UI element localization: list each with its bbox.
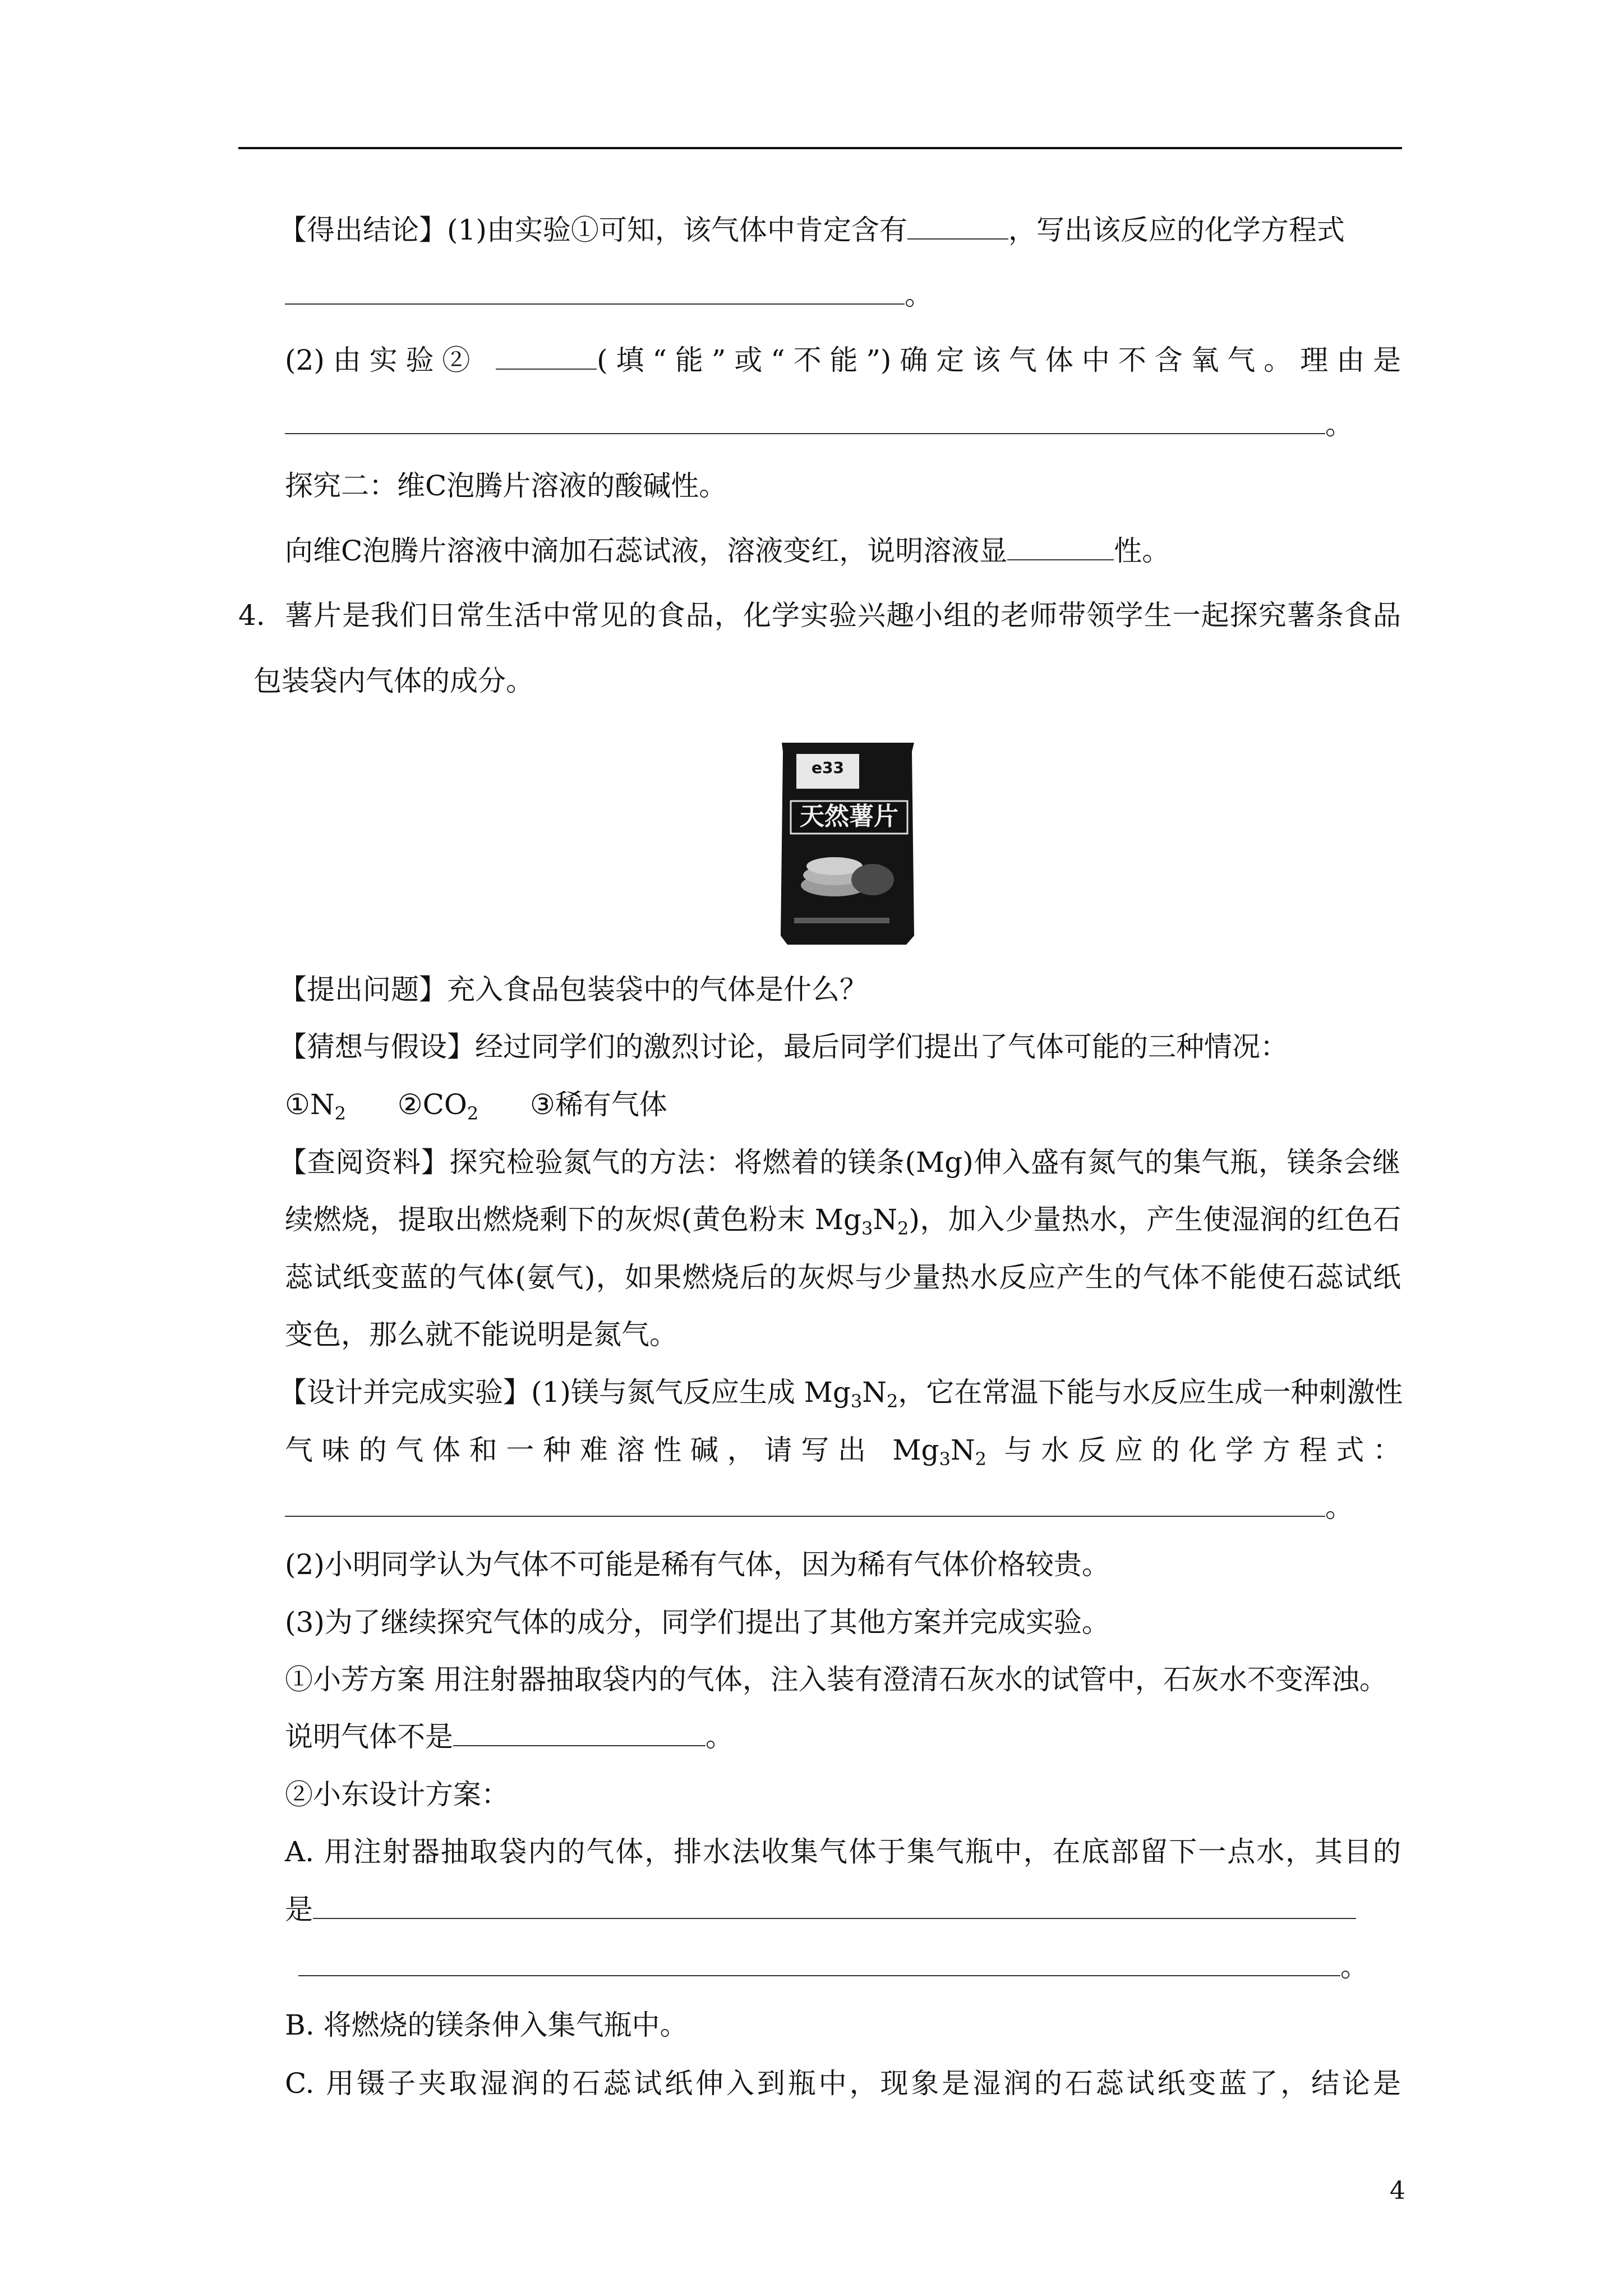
xiaofang-plan-line-2: 说明气体不是 。 xyxy=(285,1720,734,1753)
hypothesis-options xyxy=(285,1087,667,1122)
text: 。 xyxy=(905,279,933,311)
step-c-line: C. 用镊子夹取湿润的石蕊试纸伸入到瓶中，现象是湿润的石蕊试纸变蓝了，结论是 xyxy=(285,2067,1401,2100)
step-3-line: (3)为了继续探究气体的成分，同学们提出了其他方案并完成实验。 xyxy=(285,1606,1110,1639)
text: 性。 xyxy=(1114,535,1170,567)
question-4-line-1: 薯片是我们日常生活中常见的食品，化学实验兴趣小组的老师带领学生一起探究薯条食品 xyxy=(285,599,1401,632)
text: (2)由实验② xyxy=(285,344,479,376)
design-line-1: 【设计并完成实验】(1)镁与氮气反应生成 $Mg_3N_2$，它在常温下能与水反应生成一种刺激性 xyxy=(279,1376,1403,1412)
reference-line-1: 【查阅资料】探究检验氮气的方法：将燃着的镁条(Mg)伸入盛有氮气的集气瓶，镁条会继 xyxy=(279,1146,1400,1179)
conclusion-line-1 xyxy=(279,212,1345,248)
xiaodong-plan-heading: ②小东设计方案： xyxy=(285,1778,509,1811)
step-a-line-3: 。 xyxy=(298,1949,1368,1985)
option-co2: $②CO_2$ xyxy=(397,1088,479,1124)
answer-blank[interactable] xyxy=(496,344,597,370)
conclusion-line-3 xyxy=(285,342,1401,378)
text: 。 xyxy=(1325,408,1353,441)
conclusion-line-4 xyxy=(285,407,1353,443)
option-noble-gas: ③稀有气体 xyxy=(530,1088,667,1121)
text: 【得出结论】(1)由实验①可知，该气体中肯定含有 xyxy=(279,214,907,246)
step-2-line: (2)小明同学认为气体不可能是稀有气体，因为稀有气体价格较贵。 xyxy=(285,1548,1110,1581)
explore-two-heading: 探究二：维C泡腾片溶液的酸碱性。 xyxy=(285,470,727,502)
xiaofang-plan-line-1: ①小芳方案 用注射器抽取袋内的气体，注入装有澄清石灰水的试管中，石灰水不变浑浊。 xyxy=(285,1663,1387,1696)
design-line-3: 。 xyxy=(285,1489,1353,1525)
hypothesis-line: 【猜想与假设】经过同学们的激烈讨论，最后同学们提出了气体可能的三种情况： xyxy=(279,1030,1288,1063)
conclusion-line-2 xyxy=(285,277,933,313)
reference-line-3: 蕊试纸变蓝的气体(氨气)，如果燃烧后的灰烬与少量热水反应产生的气体不能使石蕊试纸 xyxy=(285,1261,1401,1294)
ask-question-line: 【提出问题】充入食品包装袋中的气体是什么？ xyxy=(279,973,868,1006)
explore-two-line xyxy=(285,533,1170,569)
answer-blank[interactable] xyxy=(285,1491,1325,1517)
page-number: 4 xyxy=(1390,2177,1405,2205)
question-number: 4. xyxy=(238,599,265,632)
text: (填“能”或“不能”)确定该气体中不含氧气。理由是 xyxy=(597,344,1401,376)
design-line-2: 气味的气体和一种难溶性碱，请写出 $Mg_3N_2$ 与水反应的化学方程式： xyxy=(285,1434,1401,1470)
reference-line-2: 续燃烧，提取出燃烧剩下的灰烬(黄色粉末 $Mg_3N_2$)，加入少量热水，产生使湿润的红色石 xyxy=(285,1203,1401,1239)
text: 向维C泡腾片溶液中滴加石蕊试液，溶液变红，说明溶液显 xyxy=(285,535,1008,567)
step-b-line: B. 将燃烧的镁条伸入集气瓶中。 xyxy=(285,2009,688,2041)
reference-line-4: 变色，那么就不能说明是氮气。 xyxy=(285,1318,677,1351)
brand-text: e33 xyxy=(811,758,844,777)
answer-blank[interactable] xyxy=(313,1893,1356,1919)
step-a-line-1: A. 用注射器抽取袋内的气体，排水法收集气体于集气瓶中，在底部留下一点水，其目的 xyxy=(285,1835,1401,1868)
product-title: 天然薯片 xyxy=(800,802,898,831)
answer-blank[interactable] xyxy=(1007,535,1114,560)
option-n2: $①N_2$ xyxy=(285,1088,346,1124)
header-rule xyxy=(238,147,1402,149)
answer-blank[interactable] xyxy=(907,214,1008,240)
chips-package-image xyxy=(774,739,921,948)
step-a-line-2: 是 xyxy=(285,1892,1356,1927)
text: ，写出该反应的化学方程式 xyxy=(1008,214,1345,246)
answer-blank[interactable] xyxy=(453,1720,706,1746)
answer-blank[interactable] xyxy=(285,279,905,305)
question-4-line-2: 包装袋内气体的成分。 xyxy=(253,665,534,697)
answer-blank[interactable] xyxy=(285,408,1325,434)
answer-blank[interactable] xyxy=(298,1950,1340,1976)
